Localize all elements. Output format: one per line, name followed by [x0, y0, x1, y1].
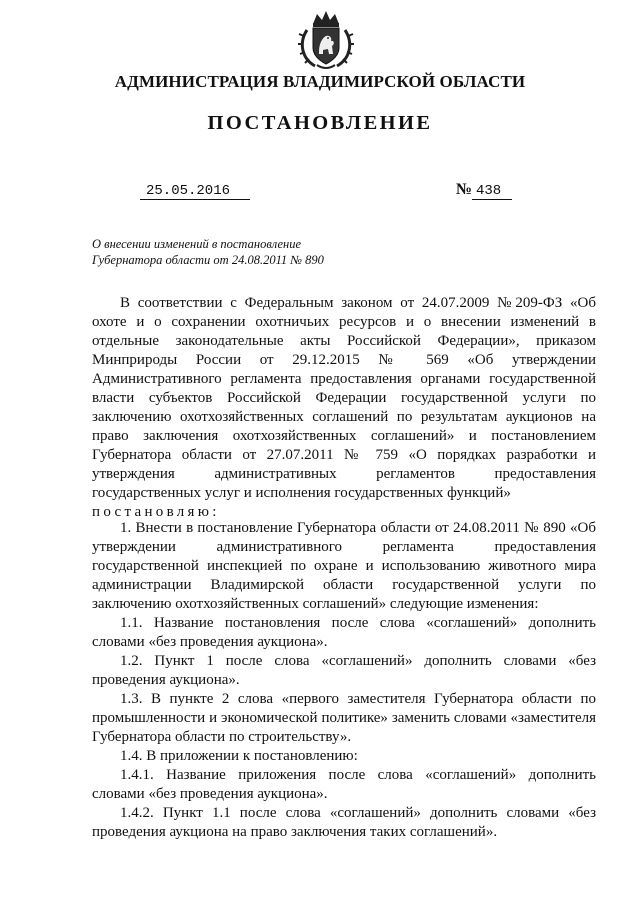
number-sign: № [456, 181, 473, 198]
preamble-paragraph: В соответствии с Федеральным законом от 24.07.2009 №209-ФЗ «Об охоте и о сохранении охотничьих ресурсов и о внесении изменений в отдельные законодательные акты Российской Федерации», приказом Минприроды России от 29.12.2015 № 569 «Об утверждении Административного регламента предоставления органами государственной власти субъектов Российской Федерации государственной услуги по заключению охотхозяйственных соглашений по результатам аукционов на право заключения охотхозяйственных соглашений» и постановлением Губернатора области от 27.07.2011 № 759 «О порядках разработки и утверждения административных регламентов предоставления государственных услуг и исполнения государственных функций» [92, 295, 596, 501]
decree-item: 1.4.2. Пункт 1.1 после слова «соглашений» дополнить словами «без проведения аукциона на право заключения таких соглашений». [92, 805, 596, 840]
decree-item: 1.3. В пункте 2 слова «первого заместителя Губернатора области по промышленности и экономической политике» заменить словами «заместителя Губернатора области по строительству». [92, 691, 596, 745]
date-underline [140, 199, 250, 200]
number-underline [472, 199, 512, 200]
document-date: 25.05.2016 [146, 183, 231, 199]
document-type-title: ПОСТАНОВЛЕНИЕ [207, 112, 433, 134]
document-subject [92, 236, 324, 268]
decree-item: 1.4. В приложении к постановлению: [120, 748, 358, 764]
preamble-block [92, 294, 596, 522]
decree-item: 1.2. Пункт 1 после слова «соглашений» дополнить словами «без проведения аукциона». [92, 653, 596, 688]
decree-item: 1.4.1. Название приложения после слова «соглашений» дополнить словами «без проведения аукциона». [92, 767, 596, 802]
decree-item: 1.1. Название постановления после слова «соглашений» дополнить словами «без проведения аукциона». [92, 615, 596, 650]
decree-item: 1. Внести в постановление Губернатора области от 24.08.2011 № 890 «Об утверждении административного регламента предоставления государственной инспекцией по охране и использованию животного мира администрации Владимирской области государственной услуги по заключению охотхозяйственных соглашений» следующие изменения: [92, 520, 596, 612]
organization-title: АДМИНИСТРАЦИЯ ВЛАДИМИРСКОЙ ОБЛАСТИ [114, 72, 526, 91]
subject-line: О внесении изменений в постановление [92, 237, 302, 251]
decree-word: постановляю: [92, 504, 220, 520]
coat-of-arms-icon [295, 8, 357, 70]
subject-line: Губернатора области от 24.08.2011 № 890 [92, 253, 324, 267]
document-number: 438 [476, 183, 502, 199]
decree-items [92, 519, 596, 842]
